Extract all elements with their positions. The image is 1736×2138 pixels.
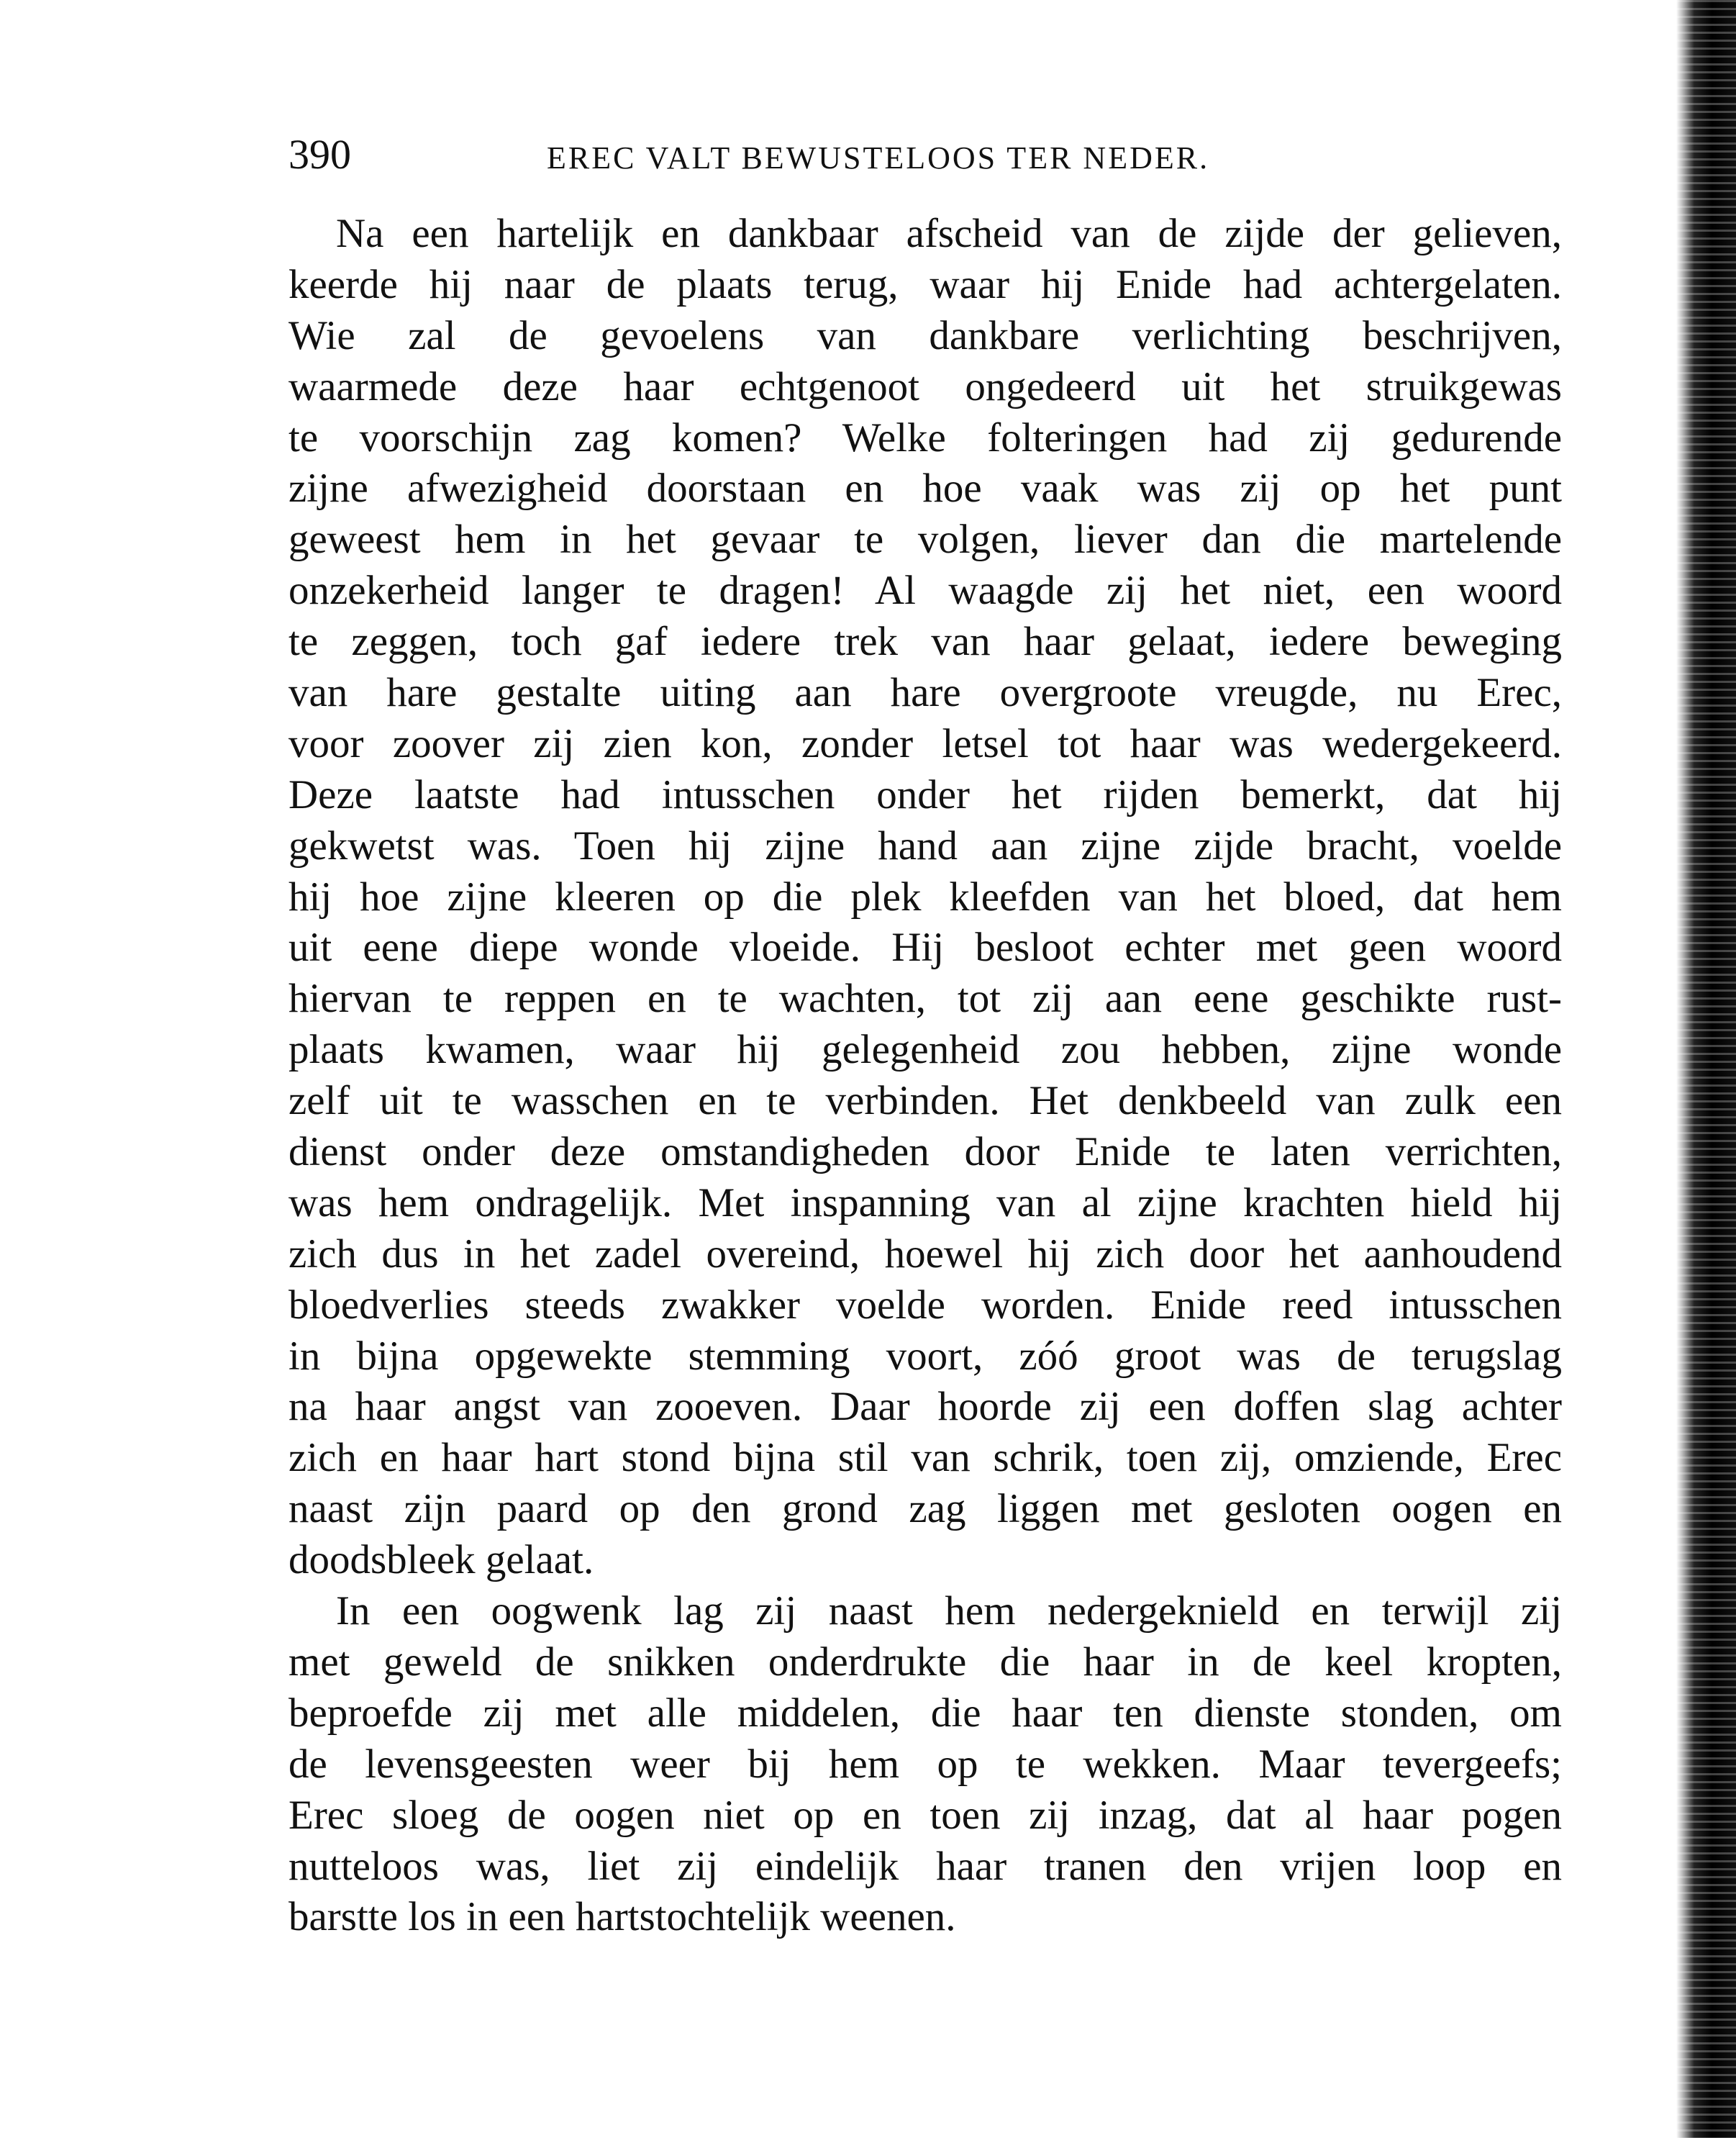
text-line: zelf uit te wasschen en te verbinden. Het denkbeeld van zulk een: [288, 1078, 1562, 1124]
text-line: voor zoover zij zien kon, zonder letsel tot haar was wedergekeerd.: [288, 720, 1562, 766]
text-line: gekwetst was. Toen hij zijne hand aan zijne zijde bracht, voelde: [288, 823, 1562, 869]
text-line: Wie zal de gevoelens van dankbare verlichting beschrijven,: [288, 312, 1562, 358]
text-line: hij hoe zijne kleeren op die plek kleefden van het bloed, dat hem: [288, 874, 1562, 920]
text-line: zich dus in het zadel overeind, hoewel hij zich door het aanhoudend: [288, 1231, 1562, 1277]
running-title: EREC VALT BEWUSTELOOS TER NEDER.: [547, 140, 1210, 176]
text-line: hiervan te reppen en te wachten, tot zij aan eene geschikte rust-: [288, 976, 1562, 1022]
text-line: In een oogwenk lag zij naast hem nedergeknield en terwijl zij: [336, 1588, 1562, 1634]
text-line: geweest hem in het gevaar te volgen, liever dan die martelende: [288, 517, 1562, 563]
text-line: Na een hartelijk en dankbaar afscheid van de zijde der gelieven,: [336, 211, 1562, 256]
text-line: zich en haar hart stond bijna stil van schrik, toen zij, omziende, Erec: [288, 1435, 1562, 1481]
text-line: naast zijn paard op den grond zag liggen met gesloten oogen en: [288, 1486, 1562, 1532]
text-line: na haar angst van zooeven. Daar hoorde zij een doffen slag achter: [288, 1384, 1562, 1430]
text-line: barstte los in een hartstochtelijk weenen.: [288, 1894, 956, 1940]
text-line: onzekerheid langer te dragen! Al waagde zij het niet, een woord: [288, 568, 1562, 614]
text-line: keerde hij naar de plaats terug, waar hij Enide had achtergelaten.: [288, 261, 1562, 307]
text-line: plaats kwamen, waar hij gelegenheid zou hebben, zijne wonde: [288, 1027, 1562, 1073]
text-line: dienst onder deze omstandigheden door Enide te laten verrichten,: [288, 1129, 1562, 1175]
text-line: nutteloos was, liet zij eindelijk haar tranen den vrijen loop en: [288, 1843, 1562, 1889]
page-number: 390: [288, 131, 351, 178]
body-text: [288, 209, 1562, 1943]
text-line: doodsbleek gelaat.: [288, 1537, 594, 1583]
text-line: te zeggen, toch gaf iedere trek van haar gelaat, iedere beweging: [288, 619, 1562, 665]
text-line: in bijna opgewekte stemming voort, zóó groot was de terugslag: [288, 1333, 1562, 1379]
scan-edge-shadow: [1676, 0, 1736, 2138]
text-line: beproefde zij met alle middelen, die haar ten dienste stonden, om: [288, 1690, 1562, 1736]
text-line: met geweld de snikken onderdrukte die haar in de keel kropten,: [288, 1639, 1562, 1685]
text-line: waarmede deze haar echtgenoot ongedeerd uit het struikgewas: [288, 363, 1562, 409]
text-line: bloedverlies steeds zwakker voelde worden. Enide reed intusschen: [288, 1282, 1562, 1328]
text-line: zijne afwezigheid doorstaan en hoe vaak was zij op het punt: [288, 466, 1562, 512]
text-line: was hem ondragelijk. Met inspanning van al zijne krachten hield hij: [288, 1179, 1562, 1226]
text-line: te voorschijn zag komen? Welke folteringen had zij gedurende: [288, 415, 1562, 461]
text-line: Erec sloeg de oogen niet op en toen zij inzag, dat al haar pogen: [288, 1792, 1562, 1838]
text-line: Deze laatste had intusschen onder het rijden bemerkt, dat hij: [288, 771, 1562, 817]
text-line: de levensgeesten weer bij hem op te wekken. Maar tevergeefs;: [288, 1741, 1562, 1787]
text-line: uit eene diepe wonde vloeide. Hij besloot echter met geen woord: [288, 925, 1562, 971]
text-line: van hare gestalte uiting aan hare overgroote vreugde, nu Erec,: [288, 670, 1562, 716]
